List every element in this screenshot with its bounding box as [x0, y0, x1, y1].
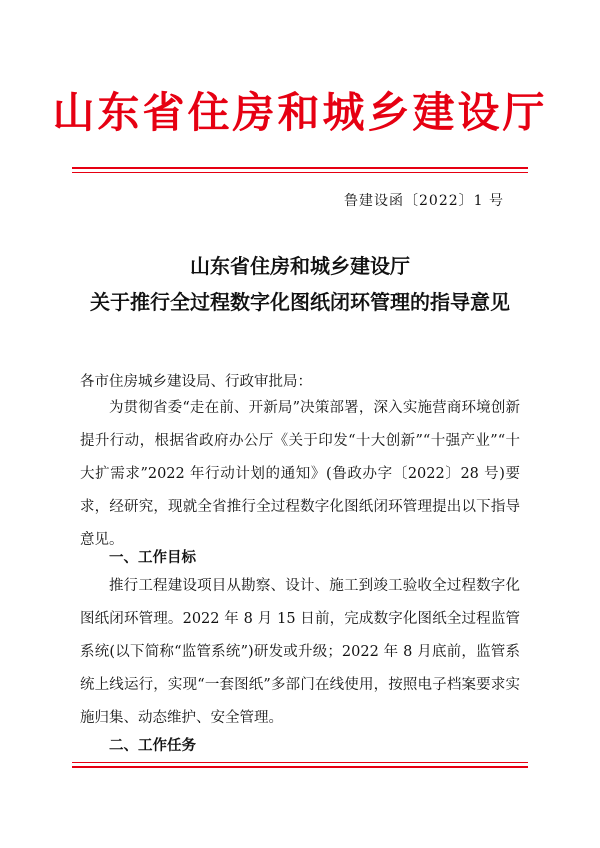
footer-rule-thick — [72, 766, 528, 768]
footer-rule-thin — [72, 762, 528, 763]
header-rule-thin — [72, 172, 528, 173]
title-line-1: 山东省住房和城乡建设厅 — [190, 254, 410, 278]
agency-name-header: 山东省住房和城乡建设厅 — [52, 88, 548, 137]
title-line-2: 关于推行全过程数字化图纸闭环管理的指导意见 — [90, 290, 510, 314]
section-1-heading: 一、工作目标 — [109, 549, 196, 566]
section-2-heading: 二、工作任务 — [109, 737, 196, 754]
salutation: 各市住房城乡建设局、行政审批局： — [80, 374, 312, 390]
header-rule-thick — [72, 167, 528, 169]
section-1-paragraph: 推行工程建设项目从勘察、设计、施工到竣工验收全过程数字化图纸闭环管理。2022 年 8 月 15 日前，完成数字化图纸全过程监管系统(以下简称“监管系统”)研发或升级；2022 年 8 月底前，监管系统上线运行，实现“一套图纸”多部门在线使用，按照电子档案要求实施归集、动态维护、安全管理。 — [80, 578, 520, 726]
intro-paragraph: 为贯彻省委“走在前、开新局”决策部署，深入实施营商环境创新提升行动，根据省政府办公厅《关于印发“十大创新”“十强产业”“十大扩需求”2022 年行动计划的通知》(鲁政办字〔2022〕28 号)要求，经研究，现就全省推行全过程数字化图纸闭环管理提出以下指导意见。 — [80, 400, 520, 548]
document-number: 鲁建设函〔2022〕1 号 — [344, 193, 504, 209]
